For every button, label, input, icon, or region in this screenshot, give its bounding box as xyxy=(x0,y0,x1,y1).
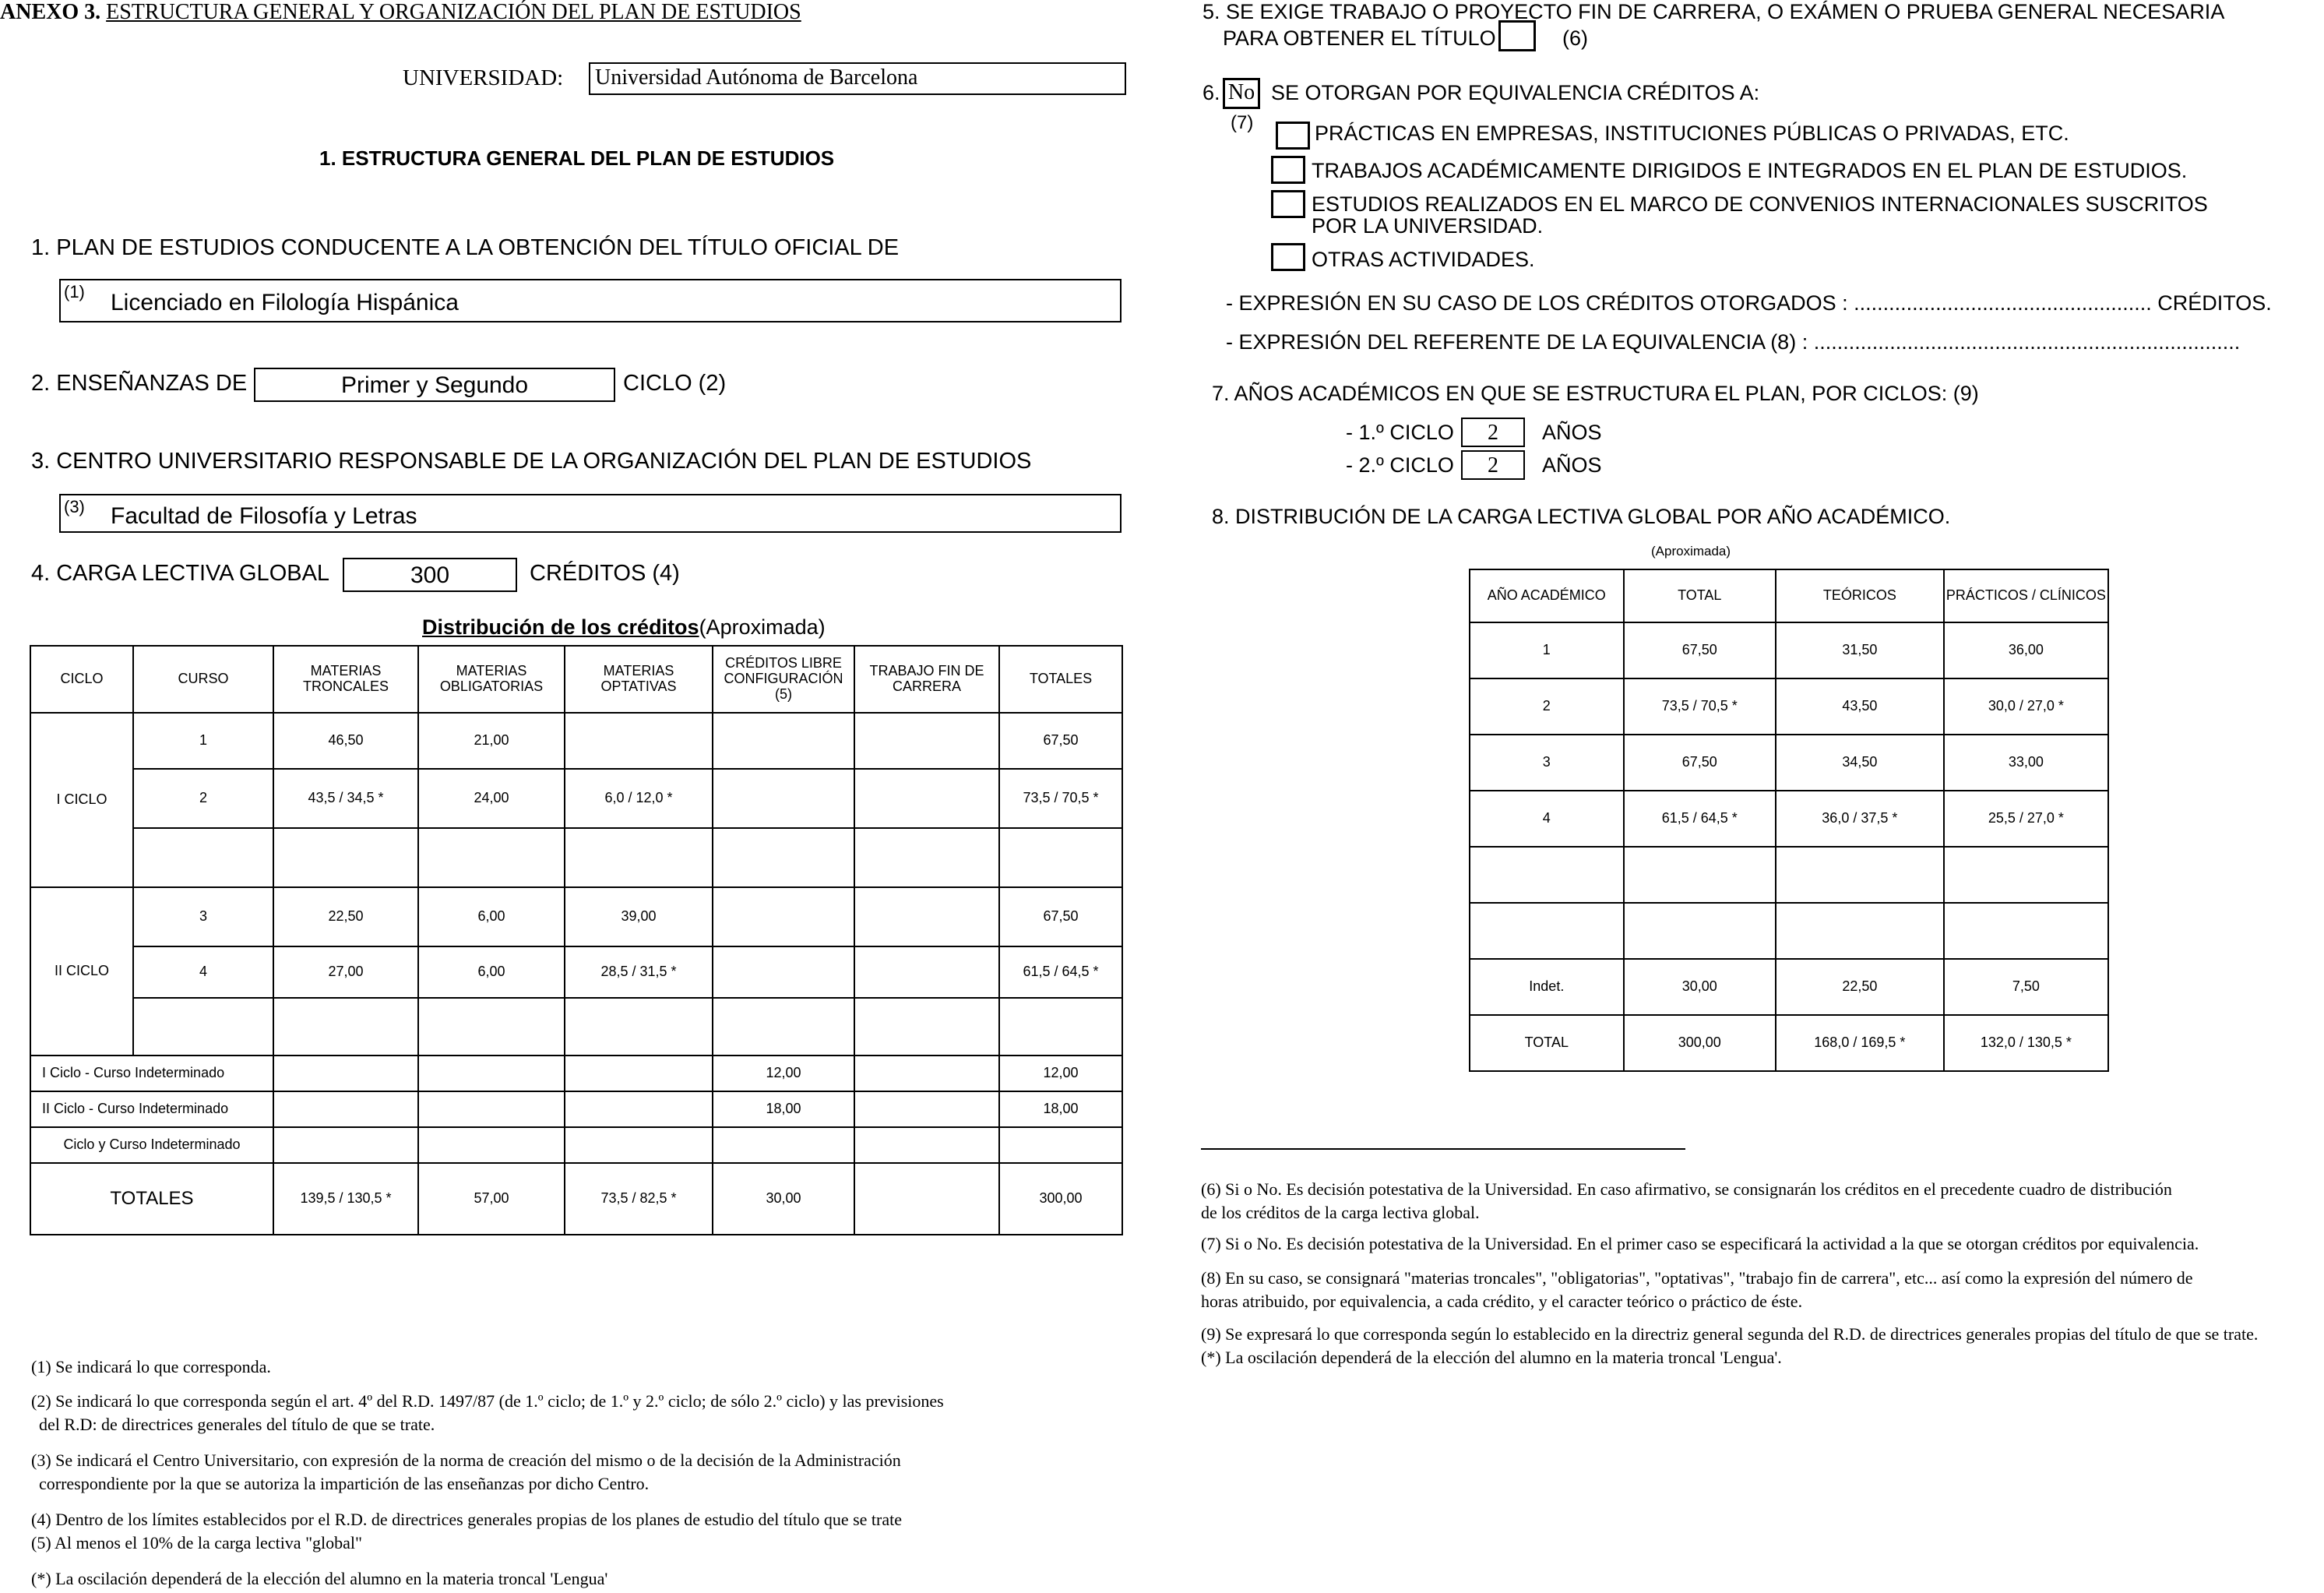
cell: 22,50 xyxy=(273,887,418,946)
footnote-6 xyxy=(1201,1178,2172,1224)
cell: 57,00 xyxy=(418,1163,565,1235)
annual-load-table xyxy=(1469,569,2109,1072)
cell: 168,0 / 169,5 * xyxy=(1776,1015,1944,1071)
footnote-8-line-1: (8) En su caso, se consignará "materias troncales", "obligatorias", "optativas", "trabajo fin de carrera", etc... así como la expresión del número de xyxy=(1201,1268,2193,1288)
footnote-4: (4) Dentro de los límites establecidos por el R.D. de directrices generales propias de los planes de estudio del título que se trate xyxy=(31,1510,903,1529)
dist-heading xyxy=(422,615,826,640)
cell xyxy=(565,713,713,769)
universidad-label: UNIVERSIDAD: xyxy=(403,65,564,90)
item4-label: 4. CARGA LECTIVA GLOBAL xyxy=(31,561,330,586)
th-totales: TOTALES xyxy=(999,646,1122,713)
expresion-creditos: - EXPRESIÓN EN SU CASO DE LOS CRÉDITOS OTORGADOS : ................................................... CRÉDITOS. xyxy=(1226,291,2272,315)
table-row-total xyxy=(1470,1015,2108,1071)
cell: 34,50 xyxy=(1776,735,1944,791)
cell: 18,00 xyxy=(713,1091,854,1127)
cell: 6,00 xyxy=(418,887,565,946)
footnote-star-right: (*) La oscilación dependerá de la elección del alumno en la materia troncal 'Lengua'. xyxy=(1201,1348,1782,1367)
cell: 300,00 xyxy=(1624,1015,1776,1071)
option-convenios-line-1: ESTUDIOS REALIZADOS EN EL MARCO DE CONVENIOS INTERNACIONALES SUSCRITOS xyxy=(1312,192,2208,216)
cell: 36,00 xyxy=(1944,622,2108,678)
item8-label: 8. DISTRIBUCIÓN DE LA CARGA LECTIVA GLOBAL POR AÑO ACADÉMICO. xyxy=(1212,505,1951,528)
cell: 67,50 xyxy=(999,887,1122,946)
titulo-field[interactable] xyxy=(59,279,1122,322)
trabajo-fin-checkbox[interactable] xyxy=(1498,20,1536,51)
dist-title: Distribución de los créditos xyxy=(422,615,699,639)
cell xyxy=(854,887,999,946)
cell: 46,50 xyxy=(273,713,418,769)
equivalencia-field[interactable]: No xyxy=(1223,78,1260,109)
cell: 43,50 xyxy=(1776,678,1944,735)
cell: 30,00 xyxy=(1624,959,1776,1015)
ind3-label: Ciclo y Curso Indeterminado xyxy=(30,1127,273,1163)
table-row xyxy=(30,1056,1122,1091)
cell: 30,00 xyxy=(713,1163,854,1235)
footnote-3 xyxy=(31,1449,901,1495)
cell: 67,50 xyxy=(1624,622,1776,678)
th-total: TOTAL xyxy=(1624,569,1776,622)
footnote-5: (5) Al menos el 10% de la carga lectiva "global" xyxy=(31,1533,363,1552)
item6-ref: (7) xyxy=(1231,112,1254,133)
footnote-3-line-2: correspondiente por la que se autoriza la impartición de las enseñanzas por dicho Centro. xyxy=(39,1473,650,1493)
cell: 27,00 xyxy=(273,946,418,998)
cell: 33,00 xyxy=(1944,735,2108,791)
option-trabajos: TRABAJOS ACADÉMICAMENTE DIRIGIDOS E INTEGRADOS EN EL PLAN DE ESTUDIOS. xyxy=(1312,159,2188,182)
table-row xyxy=(1470,678,2108,735)
ind1-label: I Ciclo - Curso Indeterminado xyxy=(30,1056,273,1091)
item5-ref: (6) xyxy=(1562,26,1588,50)
titulo-value: Licenciado en Filología Hispánica xyxy=(111,290,459,315)
table-row xyxy=(30,887,1122,946)
otras-checkbox[interactable] xyxy=(1271,243,1305,271)
cell: 6,0 / 12,0 * xyxy=(565,769,713,828)
item2-suffix: CICLO (2) xyxy=(623,371,727,396)
th-libre-ref: (5) xyxy=(775,685,792,702)
cell: 73,5 / 82,5 * xyxy=(565,1163,713,1235)
cell: 7,50 xyxy=(1944,959,2108,1015)
cell xyxy=(713,887,854,946)
footnote-7: (7) Si o No. Es decisión potestativa de la Universidad. En el primer caso se especificará la actividad a la que se otorgan créditos por equivalencia. xyxy=(1201,1234,2199,1253)
ciclo2-anos: AÑOS xyxy=(1542,453,1602,477)
totals-row xyxy=(30,1163,1122,1235)
practicas-checkbox[interactable] xyxy=(1276,122,1310,150)
item2-label: 2. ENSEÑANZAS DE xyxy=(31,371,248,396)
footnote-star-left: (*) La oscilación dependerá de la elección del alumno en la materia troncal 'Lengua' xyxy=(31,1569,608,1588)
footnote-8-line-2: horas atribuido, por equivalencia, a cada crédito, y el caracter teórico o práctico de éste. xyxy=(1201,1291,1803,1311)
cell: 67,50 xyxy=(999,713,1122,769)
th-optativas: MATERIAS OPTATIVAS xyxy=(565,646,713,713)
cell: 4 xyxy=(1470,791,1624,847)
dist-note: (Aproximada) xyxy=(699,615,826,639)
annex-label: ANEXO 3. xyxy=(0,0,101,24)
cell: 6,00 xyxy=(418,946,565,998)
th-curso: CURSO xyxy=(133,646,273,713)
cell xyxy=(854,946,999,998)
table-row-empty xyxy=(1470,847,2108,903)
table-row-empty xyxy=(1470,903,2108,959)
ciclo2-years-field[interactable]: 2 xyxy=(1461,450,1525,480)
item6-text: SE OTORGAN POR EQUIVALENCIA CRÉDITOS A: xyxy=(1271,81,1760,104)
footnote-divider xyxy=(1201,1148,1685,1150)
cell xyxy=(854,769,999,828)
totals-label: TOTALES xyxy=(30,1163,273,1235)
option-practicas: PRÁCTICAS EN EMPRESAS, INSTITUCIONES PÚBLICAS O PRIVADAS, ETC. xyxy=(1315,122,2069,145)
th-ciclo: CICLO xyxy=(30,646,133,713)
footnote-2-line-1: (2) Se indicará lo que corresponda según el art. 4º del R.D. 1497/87 (de 1.º ciclo; de 1.º y 2.º ciclo; de sólo 2.º ciclo) y las previsiones xyxy=(31,1391,944,1411)
table-row xyxy=(30,1091,1122,1127)
option-convenios-line-2: POR LA UNIVERSIDAD. xyxy=(1312,214,1544,238)
cell: 132,0 / 130,5 * xyxy=(1944,1015,2108,1071)
cell: 21,00 xyxy=(418,713,565,769)
footnote-6-line-2: de los créditos de la carga lectiva global. xyxy=(1201,1202,1480,1222)
th-teoricos: TEÓRICOS xyxy=(1776,569,1944,622)
item5-label-1: 5. SE EXIGE TRABAJO O PROYECTO FIN DE CARRERA, O EXÁMEN O PRUEBA GENERAL NECESARIA xyxy=(1202,0,2225,23)
cell: 43,5 / 34,5 * xyxy=(273,769,418,828)
cell xyxy=(713,946,854,998)
annex-title: ESTRUCTURA GENERAL Y ORGANIZACIÓN DEL PLAN DE ESTUDIOS xyxy=(106,0,801,24)
cell: 12,00 xyxy=(713,1056,854,1091)
table-row xyxy=(1470,735,2108,791)
cell: 30,0 / 27,0 * xyxy=(1944,678,2108,735)
credits-table xyxy=(30,645,1123,1235)
th-libre-label: CRÉDITOS LIBRE CONFIGURACIÓN xyxy=(724,655,843,687)
item3-label: 3. CENTRO UNIVERSITARIO RESPONSABLE DE LA ORGANIZACIÓN DEL PLAN DE ESTUDIOS xyxy=(31,449,1032,474)
option-convenios xyxy=(1312,193,2208,237)
table-row xyxy=(1470,622,2108,678)
cell: 25,5 / 27,0 * xyxy=(1944,791,2108,847)
cell: 28,5 / 31,5 * xyxy=(565,946,713,998)
footnote-9: (9) Se expresará lo que corresponda según lo establecido en la directriz general segunda del R.D. de directrices generales propias del título de que se trate. xyxy=(1201,1324,2259,1344)
th-libre-config xyxy=(713,646,854,713)
th-troncales: MATERIAS TRONCALES xyxy=(273,646,418,713)
ensenanzas-field[interactable]: Primer y Segundo xyxy=(254,368,615,402)
cell: 4 xyxy=(133,946,273,998)
item4-suffix: CRÉDITOS (4) xyxy=(530,561,680,586)
footnote-1: (1) Se indicará lo que corresponda. xyxy=(31,1357,271,1376)
item5-label-2: PARA OBTENER EL TÍTULO xyxy=(1223,26,1496,50)
th-practicos: PRÁCTICOS / CLÍNICOS xyxy=(1944,569,2108,622)
ciclo1-cell: I CICLO xyxy=(30,713,133,887)
ciclo2-cell: II CICLO xyxy=(30,887,133,1056)
convenios-checkbox[interactable] xyxy=(1271,190,1305,218)
ciclo1-years-field[interactable]: 2 xyxy=(1461,418,1525,447)
cell: 61,5 / 64,5 * xyxy=(1624,791,1776,847)
cell: TOTAL xyxy=(1470,1015,1624,1071)
cell: 31,50 xyxy=(1776,622,1944,678)
cell xyxy=(713,713,854,769)
cell: 12,00 xyxy=(999,1056,1122,1091)
centro-value: Facultad de Filosofía y Letras xyxy=(111,503,417,529)
item7-label: 7. AÑOS ACADÉMICOS EN QUE SE ESTRUCTURA EL PLAN, POR CICLOS: (9) xyxy=(1212,382,1979,405)
expresion-referente: - EXPRESIÓN DEL REFERENTE DE LA EQUIVALENCIA (8) : ......................................................................... xyxy=(1226,330,2241,354)
table-row-empty xyxy=(30,828,1122,887)
cell: 73,5 / 70,5 * xyxy=(999,769,1122,828)
table-row xyxy=(30,713,1122,769)
cell: 61,5 / 64,5 * xyxy=(999,946,1122,998)
cell xyxy=(713,769,854,828)
option-otras: OTRAS ACTIVIDADES. xyxy=(1312,248,1535,271)
th-obligatorias: MATERIAS OBLIGATORIAS xyxy=(418,646,565,713)
ciclo1-anos: AÑOS xyxy=(1542,421,1602,444)
footnote-2-line-2: del R.D: de directrices generales del título de que se trate. xyxy=(39,1414,435,1434)
section-title: 1. ESTRUCTURA GENERAL DEL PLAN DE ESTUDIOS xyxy=(319,146,835,170)
footnote-6-line-1: (6) Si o No. Es decisión potestativa de la Universidad. En caso afirmativo, se consignarán los créditos en el precedente cuadro de distribución xyxy=(1201,1179,2172,1199)
annual-header-row xyxy=(1470,569,2108,622)
item6-num: 6. xyxy=(1202,81,1220,104)
footnote-8 xyxy=(1201,1267,2192,1313)
table-row xyxy=(30,946,1122,998)
centro-field[interactable] xyxy=(59,494,1122,533)
ciclo2-label: - 2.º CICLO xyxy=(1346,453,1454,477)
th-ano: AÑO ACADÉMICO xyxy=(1470,569,1624,622)
cell: 36,0 / 37,5 * xyxy=(1776,791,1944,847)
annex-heading xyxy=(0,0,801,25)
carga-field[interactable]: 300 xyxy=(343,558,517,592)
cell: Indet. xyxy=(1470,959,1624,1015)
credits-header-row xyxy=(30,646,1122,713)
cell: 3 xyxy=(133,887,273,946)
table-row xyxy=(30,1127,1122,1163)
ciclo1-label: - 1.º CICLO xyxy=(1346,421,1454,444)
item1-ref: (1) xyxy=(64,282,85,301)
table-row-empty xyxy=(30,998,1122,1056)
cell: 22,50 xyxy=(1776,959,1944,1015)
ind2-label: II Ciclo - Curso Indeterminado xyxy=(30,1091,273,1127)
cell: 2 xyxy=(133,769,273,828)
table-row xyxy=(30,769,1122,828)
cell: 139,5 / 130,5 * xyxy=(273,1163,418,1235)
table2-aprox: (Aproximada) xyxy=(1651,544,1731,559)
cell xyxy=(854,713,999,769)
trabajos-checkbox[interactable] xyxy=(1271,156,1305,184)
table-row xyxy=(1470,959,2108,1015)
cell: 73,5 / 70,5 * xyxy=(1624,678,1776,735)
cell: 2 xyxy=(1470,678,1624,735)
cell: 67,50 xyxy=(1624,735,1776,791)
cell: 3 xyxy=(1470,735,1624,791)
item1-label: 1. PLAN DE ESTUDIOS CONDUCENTE A LA OBTENCIÓN DEL TÍTULO OFICIAL DE xyxy=(31,235,900,260)
cell: 300,00 xyxy=(999,1163,1122,1235)
footnote-2 xyxy=(31,1390,944,1436)
th-trabajo-fin: TRABAJO FIN DE CARRERA xyxy=(854,646,999,713)
table-row xyxy=(1470,791,2108,847)
footnote-3-line-1: (3) Se indicará el Centro Universitario, con expresión de la norma de creación del mismo o de la decisión de la Administración xyxy=(31,1450,901,1470)
cell: 18,00 xyxy=(999,1091,1122,1127)
cell: 1 xyxy=(1470,622,1624,678)
item3-ref: (3) xyxy=(64,497,85,516)
cell: 39,00 xyxy=(565,887,713,946)
cell: 1 xyxy=(133,713,273,769)
cell: 24,00 xyxy=(418,769,565,828)
universidad-field[interactable]: Universidad Autónoma de Barcelona xyxy=(589,62,1126,95)
